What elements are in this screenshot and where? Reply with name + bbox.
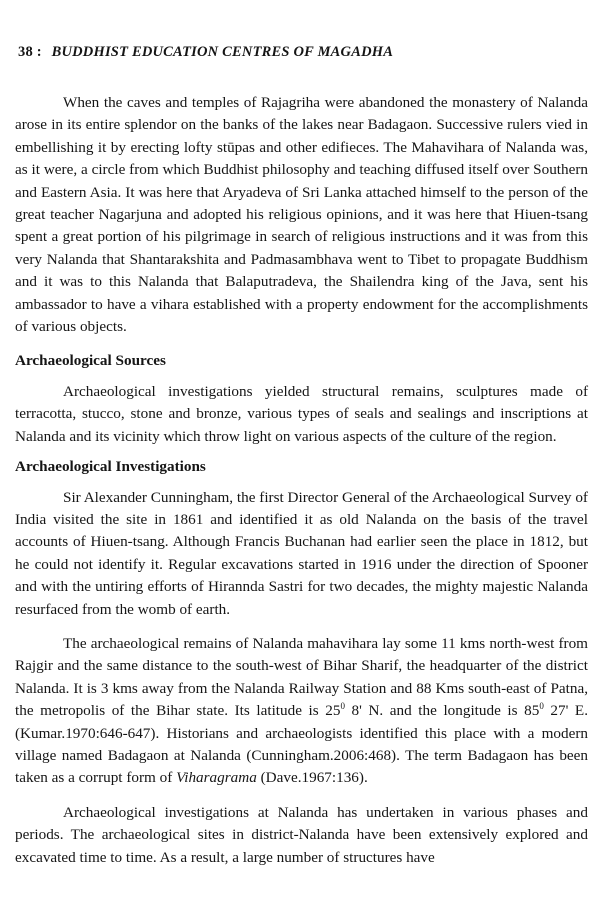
page-number: 38 : xyxy=(18,44,42,60)
running-header xyxy=(18,44,393,61)
latitude-degree-sign: 0 xyxy=(340,701,345,712)
remains-text-4: (Dave.1967:136). xyxy=(256,769,368,787)
section-heading-sources: Archaeological Sources xyxy=(15,352,166,370)
investigations-paragraph: Sir Alexander Cunningham, the first Director General of the Archaeological Survey of India visited the site in 1861 and identified it as old Nalanda on the basis of the travel accounts of Hiuen-tsang. Although Francis Buchanan had earlier seen the place in 1812, but he could not identify it. Regular excavations started in 1916 under the direction of Spooner and with the untiring efforts of Hirannda Sastri for two decades, the mighty majestic Nalanda resurfaced from the womb of earth. xyxy=(15,488,588,618)
remains-paragraph xyxy=(15,633,588,790)
remains-text-2: 8' N. and the longitude is 85 xyxy=(344,702,540,720)
intro-paragraph: When the caves and temples of Rajagriha were abandoned the monastery of Nalanda arose in its entire splendor on the banks of the lakes near Badagaon. Successive rulers vied in embellishing it by erecting lofty stūpas and other edifieces. The Mahavihara of Nalanda was, as it were, a circle from which Buddhist philosophy and teaching diffused itself over Southern and Eastern Asia. It was here that Aryadeva of Sri Lanka attached himself to the person of the great teacher Nagarjuna and adopted his religious opinions, and it was here that Hiuen-tsang spent a great portion of his pilgrimage in search of religious instructions and it was from this very Nalanda that Shantarakshita and Padmasambhava went to Tibet to propagate Buddhism and it was to this Nalanda that Balaputradeva, the Shailendra king of the Java, sent his ambassador to have a vihara established with a property endowment for the accomplishments of various objects. xyxy=(15,94,588,336)
remains-text-3: 27' E. (Kumar.1970:646-647). Historians and archaeologists identified this place with a modern village named Badagaon at Nalanda (Cunningham.2006:468). The term Badagaon has been taken as a corrupt form of xyxy=(15,702,589,787)
body-text xyxy=(15,92,588,869)
section-heading-investigations: Archaeological Investigations xyxy=(15,458,206,476)
longitude-degree-sign: 0 xyxy=(539,701,544,712)
phases-paragraph: Archaeological investigations at Nalanda has undertaken in various phases and periods. The archaeological sites in district-Nalanda have been extensively explored and excavated time to time. As a result, a large number of structures have xyxy=(15,803,588,866)
sources-paragraph: Archaeological investigations yielded structural remains, sculptures made of terracotta, stucco, stone and bronze, various types of seals and sealings and inscriptions at Nalanda and its vicinity which throw light on various aspects of the culture of the region. xyxy=(15,382,588,445)
chapter-title: BUDDHIST EDUCATION CENTRES OF MAGADHA xyxy=(51,44,394,60)
italic-term: Viharagrama xyxy=(176,769,257,787)
remains-text-1: The archaeological remains of Nalanda mahavihara lay some 11 kms north-west from Rajgir and the same distance to the south-west of Bihar Sharif, the headquarter of the district Nalanda. It is 3 kms away from the Nalanda Railway Station and 88 Kms south-east of Patna, the metropolis of the Bihar state. Its latitude is 25 xyxy=(15,634,588,720)
